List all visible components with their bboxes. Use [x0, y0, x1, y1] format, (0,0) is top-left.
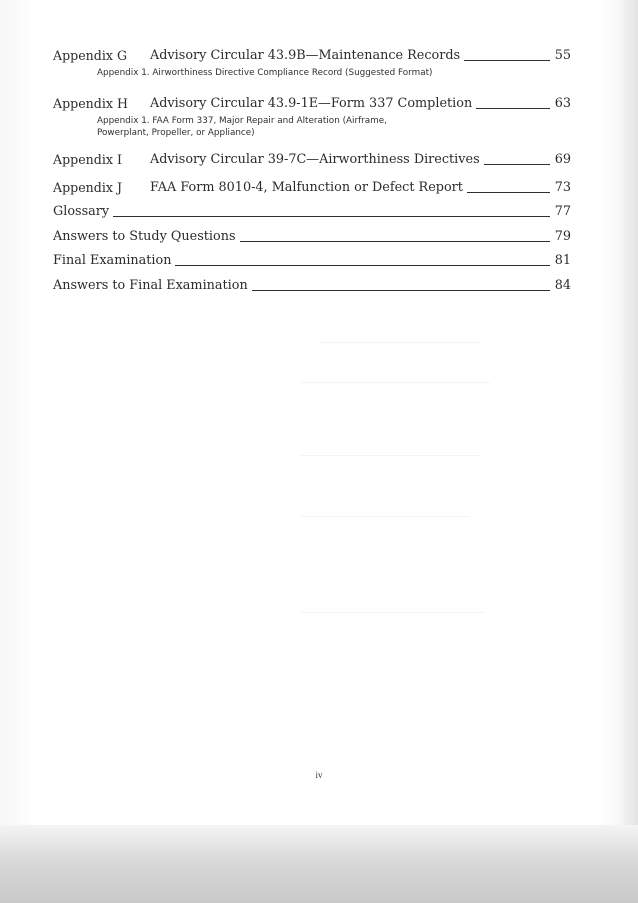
toc-entry-line [150, 48, 571, 63]
page-number: 81 [554, 253, 571, 268]
entry-title: Glossary [53, 204, 110, 219]
scan-edge-shadow [620, 0, 638, 903]
sub-entry: Appendix 1. FAA Form 337, Major Repair and Alteration (Airframe, [97, 116, 387, 126]
entry-title: Advisory Circular 39-7C—Airworthiness Directives [150, 152, 480, 167]
dot-leader [252, 290, 550, 291]
show-through-line [300, 612, 485, 613]
show-through-line [300, 516, 470, 517]
entry-title: FAA Form 8010-4, Malfunction or Defect Report [150, 180, 463, 195]
page-number: 77 [554, 204, 571, 219]
footer-page-number: iv [315, 770, 323, 780]
dot-leader [175, 265, 549, 266]
page-number: 79 [554, 229, 571, 244]
show-through-line [300, 382, 490, 383]
page-number: 63 [554, 96, 571, 111]
dot-leader [484, 164, 550, 165]
appendix-label: Appendix I [53, 152, 122, 167]
toc-entry-line [53, 204, 571, 219]
toc-entry-line [53, 229, 571, 244]
dot-leader [464, 60, 550, 61]
toc-entry-line [150, 152, 571, 167]
dot-leader [476, 108, 549, 109]
appendix-label: Appendix J [53, 180, 123, 195]
sub-entry: Powerplant, Propeller, or Appliance) [97, 128, 255, 138]
toc-entry-line [150, 180, 571, 195]
page-number: 55 [554, 48, 571, 63]
show-through-line [300, 455, 480, 456]
toc-entry-line [53, 253, 571, 268]
page-number: 84 [554, 278, 571, 293]
toc-entry-line [53, 278, 571, 293]
sub-entry: Appendix 1. Airworthiness Directive Compliance Record (Suggested Format) [97, 68, 433, 78]
page-number: 73 [554, 180, 571, 195]
scan-bottom-shadow [0, 825, 638, 903]
appendix-label: Appendix H [53, 96, 128, 111]
toc-entry-line [150, 96, 571, 111]
dot-leader [240, 241, 550, 242]
entry-title: Advisory Circular 43.9B—Maintenance Records [150, 48, 461, 63]
entry-title: Final Examination [53, 253, 172, 268]
appendix-label: Appendix G [53, 48, 128, 63]
entry-title: Advisory Circular 43.9-1E—Form 337 Completion [150, 96, 473, 111]
entry-title: Answers to Final Examination [53, 278, 248, 293]
dot-leader [467, 192, 550, 193]
dot-leader [113, 216, 550, 217]
page-number: 69 [554, 152, 571, 167]
show-through-line [320, 342, 480, 343]
entry-title: Answers to Study Questions [53, 229, 236, 244]
